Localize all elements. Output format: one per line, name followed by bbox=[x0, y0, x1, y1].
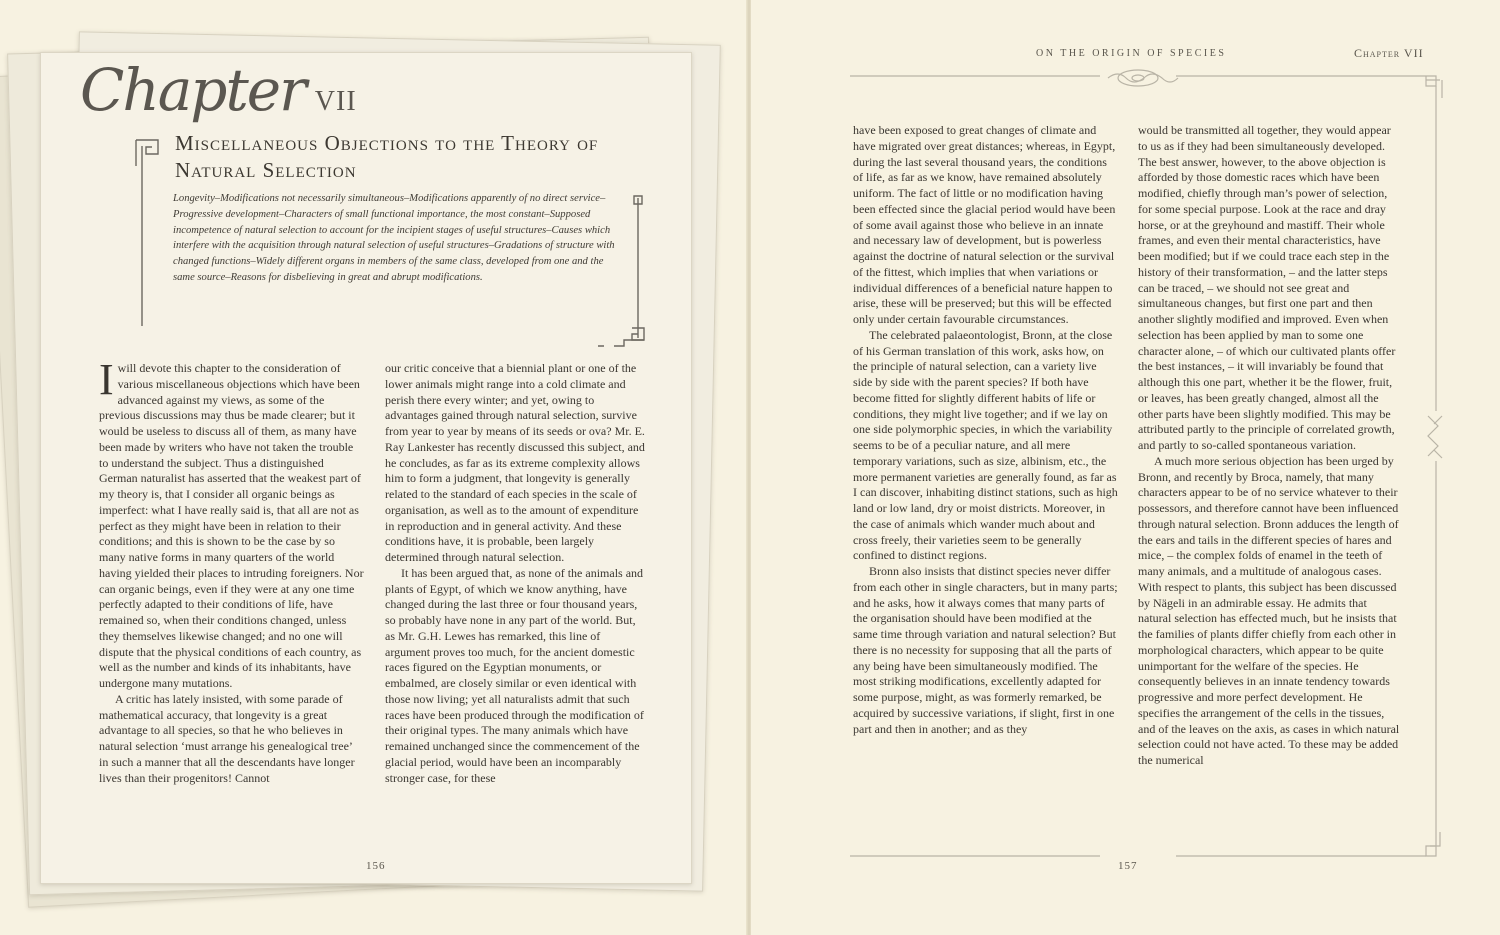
chapter-numeral: VII bbox=[314, 86, 357, 117]
paragraph: The celebrated palaeontologist, Bronn, at the close of his German translation of this work, asks how, on the principle of natural selection, can a variety live side by side with the parent species? If both have become fitted for slightly different habits of life or conditions, they might live together; and if we lay on one side polymorphic species, in which the variability seems to be of a peculiar nature, and all mere temporary variations, such as size, albinism, etc., the more permanent varieties are generally found, as far as I can discover, inhabiting distinct stations, such as high land or low land, dry or moist districts. Moreover, in the case of animals which wander much about and cross freely, their varieties seem to be generally confined to distinct regions. bbox=[853, 327, 1118, 563]
section-title: Miscellaneous Objections to the Theory of Natural Selection bbox=[175, 131, 599, 182]
drop-cap: I bbox=[99, 355, 114, 404]
paragraph bbox=[99, 355, 364, 692]
running-head: ON THE ORIGIN OF SPECIES bbox=[1036, 48, 1227, 59]
left-column-2 bbox=[385, 361, 647, 786]
paragraph: A critic has lately insisted, with some parade of mathematical accuracy, that longevity is a great advantage to all species, so that he who believes in natural selection ‘must arrange his genealogical tree’ in such a manner that all the descendants have longer lives than their progenitors! Cannot bbox=[99, 691, 355, 785]
running-chapter-label: Chapter VII bbox=[1354, 46, 1424, 60]
chapter-synopsis: Longevity–Modifications not necessarily simultaneous–Modifications apparently of no direct service–Progressive development–Characters of small functional importance, the most constant–Supposed incompetence of natural selection to account for the incipient stages of useful structures–Causes which interfere with the acquisition through natural selection of useful structures–Gradations of structure with changed functions–Widely different organs in members of the same class, developed from one and the same source–Reasons for disbelieving in great and abrupt modifications. bbox=[173, 193, 615, 283]
paragraph: would be transmitted all together, they would appear to us as if they had been simultaneously developed. The best answer, however, to the above objection is afforded by those domestic races which have been modified, chiefly through man’s power of selection, for some special purpose. Look at the race and dray horse, or at the greyhound and mastiff. Their whole frames, and even their mental characteristics, have been modified; but if we could trace each step in the history of their transformation, – and the latter steps can be traced, – we should not see great and simultaneous changes, but first one part and then another slightly modified and improved. Even when selection has been applied by man to some one character alone, – of which our cultivated plants offer the best instances, – it will invariably be found that although this one part, whether it be the flower, fruit, or leaves, has been greatly changed, almost all the other parts have been slightly modified. This may be attributed partly to the principle of correlated growth, and partly to so-called spontaneous variation. bbox=[1138, 123, 1396, 452]
page-number-right: 157 bbox=[1118, 860, 1138, 872]
chapter-script-word: Chapter bbox=[80, 56, 305, 124]
paragraph: It has been argued that, as none of the animals and plants of Egypt, of which we know anything, have changed during the last three or four thousand years, so probably have none in any part of the world. But, as Mr. G.H. Lewes has remarked, this line of argument proves too much, for the ancient domestic races figured on the Egyptian monuments, or embalmed, are closely similar or even identical with those now living; yet all naturalists admit that such races have been produced through the modification of their original types. The many animals which have remained unchanged since the commencement of the glacial period, would have been an incomparably stronger case, for these bbox=[385, 565, 644, 785]
right-column-1 bbox=[853, 123, 1118, 737]
paragraph: Bronn also insists that distinct species never differ from each other in single characters, but in many parts; and he asks, how it always comes that many parts of the organisation should have been modified at the same time through variation and natural selection? But there is no necessity for supposing that all the parts of any being have been simultaneously modified. The most striking modifications, excellently adapted for some purpose, might, as was formerly remarked, be acquired by successive variations, if slight, first in one part and then in another; and as they bbox=[853, 564, 1118, 736]
chapter-title bbox=[80, 56, 357, 126]
page-number-left: 156 bbox=[366, 860, 386, 872]
left-page bbox=[0, 0, 748, 935]
paragraph: have been exposed to great changes of climate and have migrated over great distances; whereas, in Egypt, during the last several thousand years, the conditions of life, as far as we know, have remained absolutely uniform. The fact of little or no modification having been effected since the glacial period would have been of some avail against those who believe in an innate and necessary law of development, but is powerless against the doctrine of natural selection or the survival of the fittest, which implies that when variations or individual differences of a beneficial nature happen to arise, these will be preserved; but this will be effected only under certain favourable circumstances. bbox=[853, 123, 1116, 326]
paragraph: our critic conceive that a biennial plant or one of the lower animals might range into a cold climate and perish there every winter; and yet, owing to advantages gained through natural selection, survive from year to year by means of its seeds or ova? Mr. E. Ray Lankester has recently discussed this subject, and he concludes, as far as its extreme complexity allows him to form a judgment, that longevity is generally related to the standard of each species in the scale of organisation, as well as to the amount of expenditure in reproduction and in general activity. And these conditions have, it is probable, been largely determined through natural selection. bbox=[385, 361, 645, 564]
right-column-2 bbox=[1138, 123, 1400, 769]
left-column-1 bbox=[99, 355, 364, 786]
paragraph-text: will devote this chapter to the consideration of various miscellaneous objections which have been advanced against my views, as some of the previous discussions may thus be made clearer; but it would be useless to discuss all of them, as many have been made by writers who have not taken the trouble to understand the subject. Thus a distinguished German naturalist has asserted that the weakest part of my theory is, that I consider all organic beings as imperfect: what I have really said is, that all are not as perfect as they might have been in relation to their conditions; and this is shown to be the case by so many native forms in many quarters of the world having yielded their places to intruding foreigners. Nor can organic beings, even if they were at any one time perfectly adapted to their conditions of life, have remained so, when their conditions changed, unless they themselves likewise changed; and no one will dispute that the physical conditions of each country, as well as the number and kinds of its inhabitants, have undergone many mutations. bbox=[99, 361, 364, 690]
paragraph: A much more serious objection has been urged by Bronn, and recently by Broca, namely, that many characters appear to be of no service whatever to their possessors, and therefore cannot have been influenced through natural selection. Bronn adduces the length of the ears and tails in the different species of hares and mice, – the complex folds of enamel in the teeth of many animals, and a multitude of analogous cases. With respect to plants, this subject has been discussed by Nägeli in an admirable essay. He admits that natural selection has effected much, but he insists that the families of plants differ chiefly from each other in morphological characters, which appear to be quite unimportant for the welfare of the species. He consequently believes in an innate tendency towards progressive and more perfect development. He specifies the arrangement of the cells in the tissues, and of the leaves on the axis, as cases in which natural selection could not have acted. To these may be added the numerical bbox=[1138, 453, 1400, 767]
